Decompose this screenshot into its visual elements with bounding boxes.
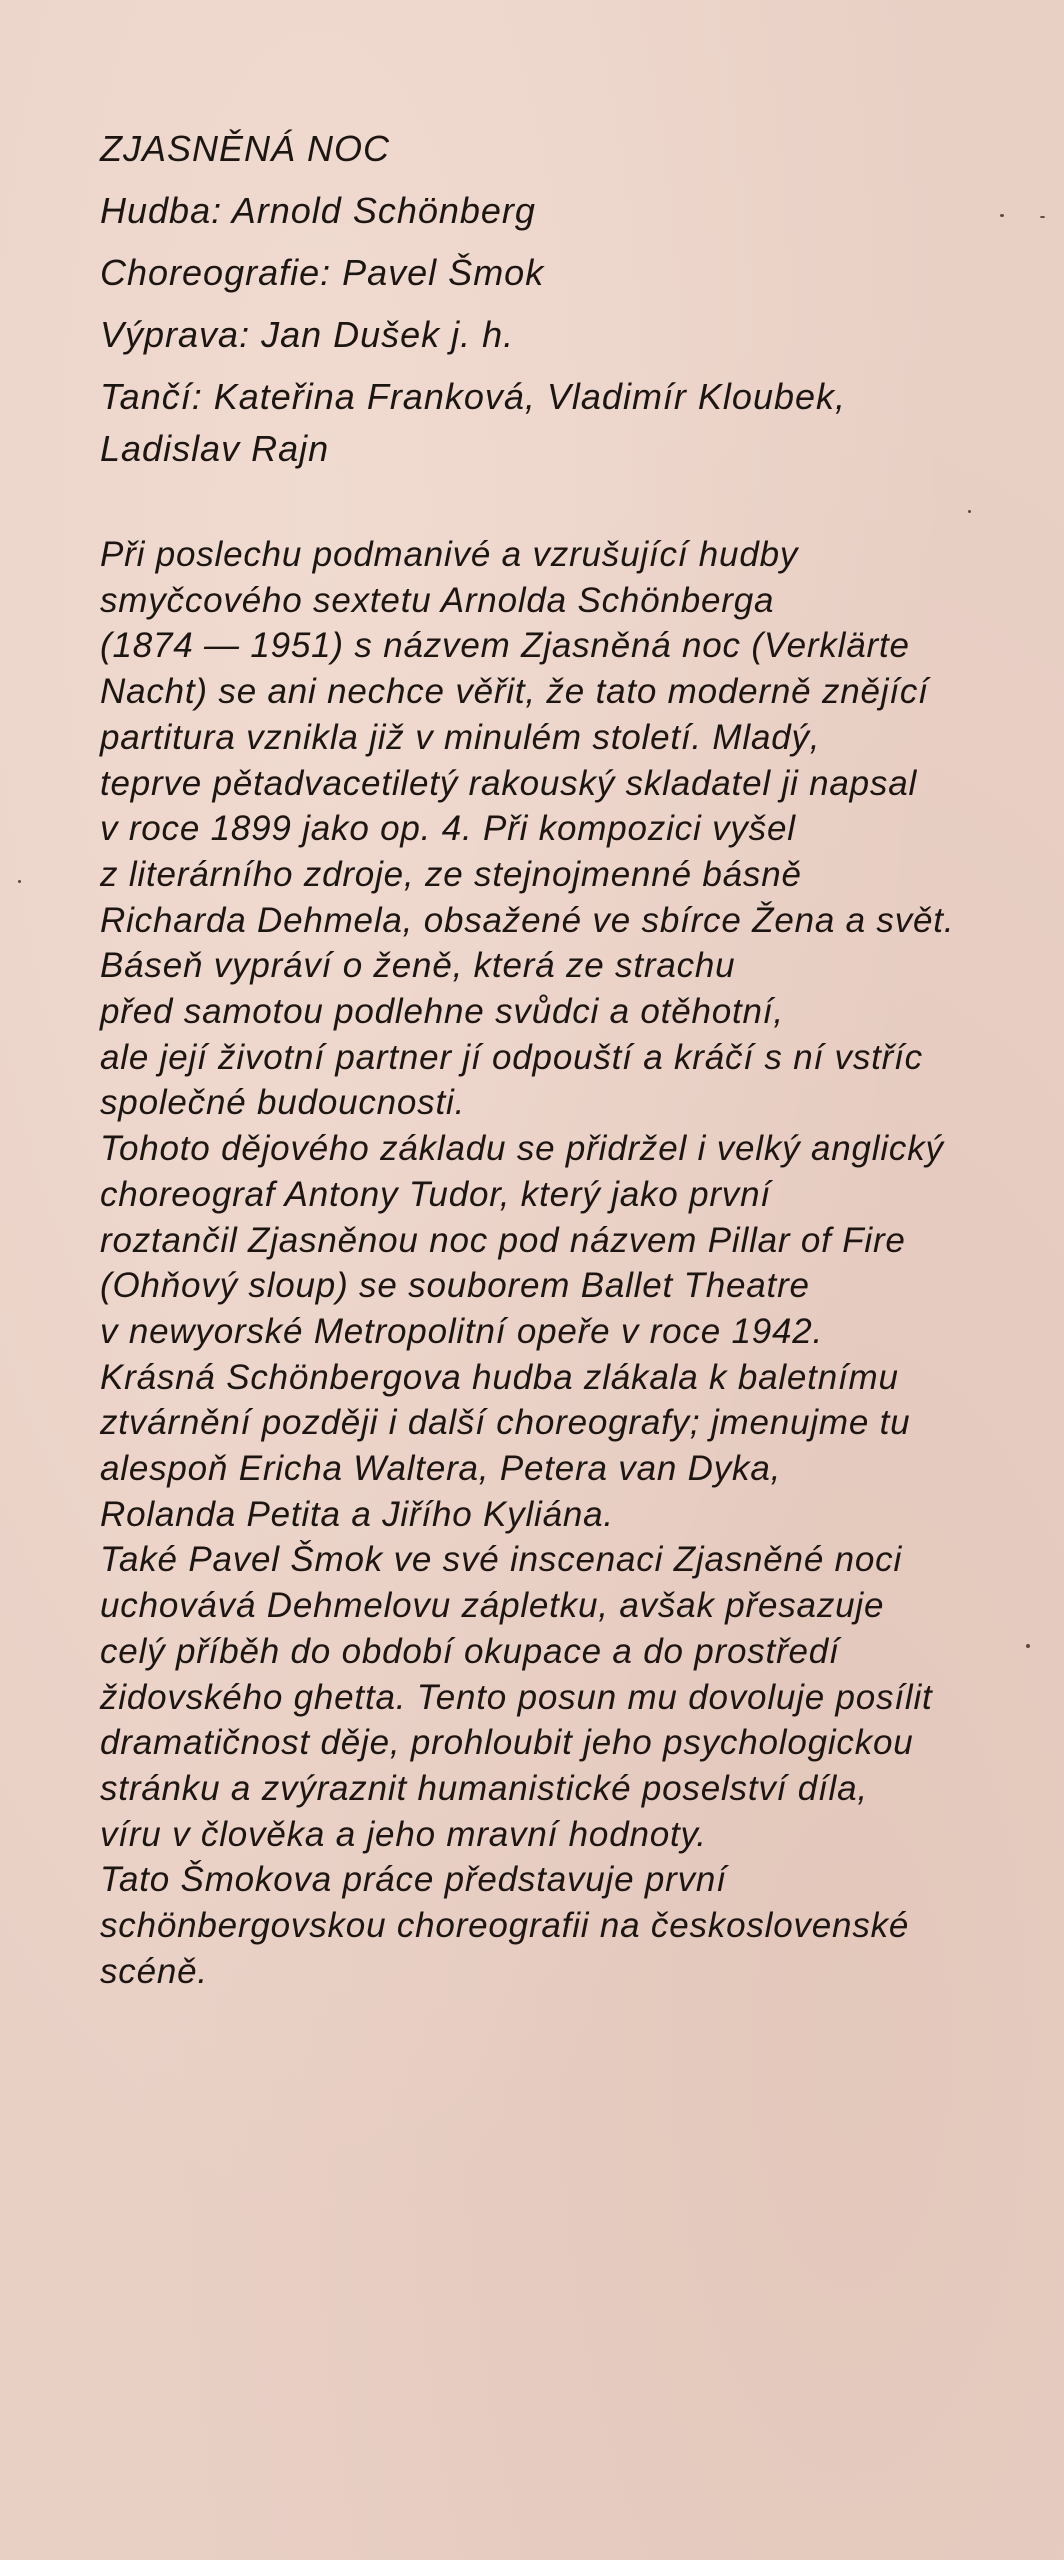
paper-speck [968,510,971,513]
text-line: ale její životní partner jí odpouští a kráčí s ní vstříc [100,1037,923,1077]
dancers-credit-line-2: Ladislav Rajn [100,428,330,469]
text-line: scéně. [100,1951,208,1991]
paper-speck [1040,216,1045,218]
text-line: stránku a zvýraznit humanistické poselství díla, [100,1768,868,1808]
text-line: schönbergovskou choreografii na československé [100,1906,910,1946]
music-credit: Hudba: Arnold Schönberg [100,190,536,231]
text-line: alespoň Ericha Waltera, Petera van Dyka, [100,1449,782,1489]
text-line: choreograf Antony Tudor, který jako první [100,1174,771,1214]
text-line: Báseň vypráví o ženě, která ze strachu [100,946,736,986]
text-line: Při poslechu podmanivé a vzrušující hudby [100,535,799,574]
design-credit: Výprava: Jan Dušek j. h. [100,314,515,355]
text-line: (1874 — 1951) s názvem Zjasněná noc (Verklärte [100,626,910,666]
text-line: před samotou podlehne svůdci a otěhotní, [100,992,784,1032]
text-line: dramatičnost děje, prohloubit jeho psychologickou [100,1723,914,1763]
work-title: ZJASNĚNÁ NOC [100,128,391,169]
text-line: Tato Šmokova práce představuje první [100,1860,727,1900]
text-line: roztančil Zjasněnou noc pod názvem Pillar of Fire [100,1220,906,1260]
text-line: (Ohňový sloup) se souborem Ballet Theatre [100,1266,810,1306]
paper-speck [18,880,21,883]
text-line: Tohoto dějového základu se přidržel i velký anglický [100,1129,944,1169]
text-line: v roce 1899 jako op. 4. Při kompozici vyšel [100,809,796,849]
text-line: Nacht) se ani nechce věřit, že tato moderně znějící [100,672,929,712]
text-line: Rolanda Petita a Jiřího Kyliána. [100,1494,614,1534]
text-line: z literárního zdroje, ze stejnojmenné básně [100,854,802,894]
credits-block [100,118,980,480]
program-note-text [100,532,1000,1995]
choreography-credit: Choreografie: Pavel Šmok [100,252,545,293]
text-line: Richarda Dehmela, obsažené ve sbírce Žena a svět. [100,900,955,940]
text-line: víru v člověka a jeho mravní hodnoty. [100,1814,707,1854]
text-line: smyčcového sextetu Arnolda Schönberga [100,580,775,620]
text-line: partitura vznikla již v minulém století. Mladý, [100,717,821,757]
text-line: židovského ghetta. Tento posun mu dovoluje posílit [100,1677,933,1717]
text-line: uchovává Dehmelovu zápletku, avšak přesazuje [100,1586,885,1626]
text-line: v newyorské Metropolitní opeře v roce 1942. [100,1311,824,1351]
text-line: společné budoucnosti. [100,1083,466,1123]
text-line: Také Pavel Šmok ve své inscenaci Zjasněné noci [100,1540,903,1580]
paper-speck [1026,1644,1030,1648]
paper-speck [1000,214,1004,217]
text-line: ztvárnění později i další choreografy; jmenujme tu [100,1403,911,1443]
dancers-credit-line-1: Tančí: Kateřina Franková, Vladimír Kloubek, [100,376,847,417]
text-line: Krásná Schönbergova hudba zlákala k baletnímu [100,1357,899,1397]
text-line: celý příběh do období okupace a do prostředí [100,1631,840,1671]
text-line: teprve pětadvacetiletý rakouský skladatel ji napsal [100,763,918,803]
